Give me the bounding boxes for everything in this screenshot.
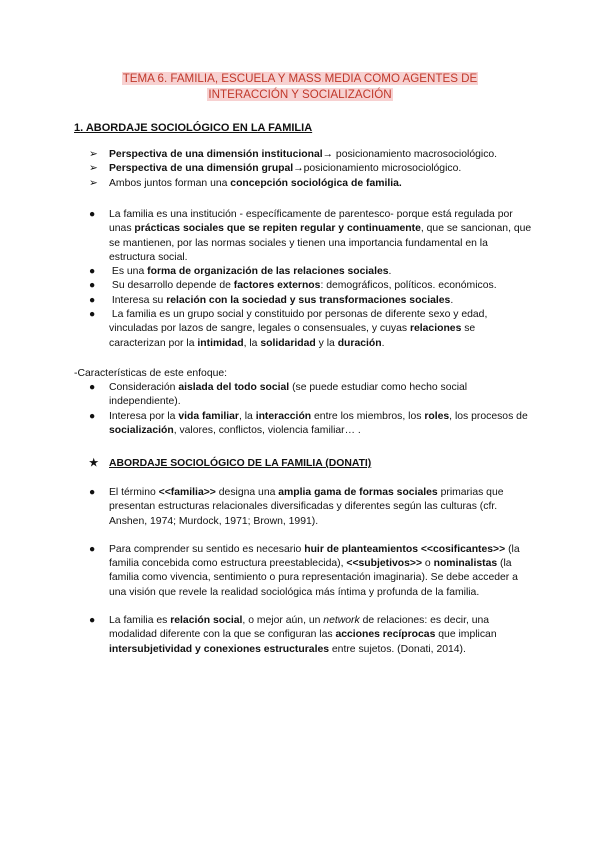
arrow-bullet-icon: ➢: [89, 177, 98, 189]
list-item: ● El término <<familia>> designa una amplia gama de formas sociales primarias que presentan estructuras relacionales diversificadas y diferentes según las culturas (cfr. Anshen, 1974; Murdock, 1971; Brown, 1991).: [89, 487, 504, 527]
features-list: [0, 381, 600, 438]
list-item: ➢ Perspectiva de una dimensión grupal→posicionamiento microsociológico.: [0, 162, 600, 176]
list-item: ● Su desarrollo depende de factores externos: demográficos, políticos. económicos.: [0, 279, 600, 293]
arrow-bullet-icon: ➢: [89, 163, 98, 175]
list-item: ● Interesa su relación con la sociedad y sus transformaciones sociales.: [0, 294, 600, 308]
section-heading: 1. ABORDAJE SOCIOLÓGICO EN LA FAMILIA: [74, 122, 313, 134]
dot-bullet-icon: ●: [89, 382, 96, 393]
dot-bullet-icon: ●: [89, 209, 96, 220]
list-item: ● Consideración aislada del todo social (se puede estudiar como hecho social independiente).: [89, 382, 468, 408]
list-item: ● La familia es relación social, o mejor aún, un network de relaciones: es decir, una modalidad diferente con la que se configuran las acciones recíprocas que implican intersubjetividad y conexiones estructurales entre sujetos. (Donati, 2014).: [89, 615, 497, 655]
dot-bullet-icon: ●: [89, 615, 96, 627]
title-line-2: INTERACCIÓN Y SOCIALIZACIÓN: [208, 88, 392, 101]
family-list: [0, 208, 600, 351]
dot-bullet-icon: ●: [89, 309, 96, 321]
star-icon: ★: [89, 458, 99, 469]
dot-bullet-icon: ●: [89, 266, 96, 278]
arrow-bullet-icon: ➢: [89, 149, 98, 160]
dot-bullet-icon: ●: [89, 294, 96, 306]
list-item: ➢ Ambos juntos forman una concepción sociológica de familia.: [0, 177, 600, 191]
donati-heading-text: ABORDAJE SOCIOLÓGICO DE LA FAMILIA (DONATI): [109, 458, 372, 469]
dot-bullet-icon: ●: [89, 280, 96, 292]
list-item: ● Interesa por la vida familiar, la interacción entre los miembros, los roles, los procesos de socialización, valores, conflictos, violencia familiar… .: [89, 410, 528, 436]
title-line-1: TEMA 6. FAMILIA, ESCUELA Y MASS MEDIA COMO AGENTES DE: [122, 72, 478, 85]
list-item: ➢ Perspectiva de una dimensión institucional→ posicionamiento macrosociológico.: [0, 148, 600, 162]
list-item: ● La familia es un grupo social y constituido por personas de diferente sexo y edad, vinculadas por lazos de sangre, legales o consensuales, y cuyas relaciones se caracterizan por la intimidad, la solidaridad y la duración.: [89, 309, 488, 349]
list-item: ● Es una forma de organización de las relaciones sociales.: [0, 265, 600, 279]
page-title: [0, 71, 600, 103]
arrow-list: [0, 148, 600, 191]
dot-bullet-icon: ●: [89, 487, 96, 498]
donati-heading: [89, 457, 371, 471]
donati-list: [0, 486, 600, 657]
features-intro: -Características de este enfoque:: [74, 368, 228, 379]
list-item: ● Para comprender su sentido es necesario huir de planteamientos <<cosificantes>> (la familia concebida como estructura preestablecida), <<subjetivos>> o nominalistas (la familia como vivencia, sentimiento o pura representación imaginaria). Se debe acceder a una visión que revele la realidad sociológica más íntima y profunda de la familia.: [89, 543, 520, 598]
list-item: ● La familia es una institución - específicamente de parentesco- porque está regulada por unas prácticas sociales que se repiten regular y continuamente, que se sancionan, que se mantienen, por las normas sociales y tienen una importancia fundamental en la estructura social.: [89, 209, 532, 263]
dot-bullet-icon: ●: [89, 410, 96, 422]
dot-bullet-icon: ●: [89, 543, 96, 555]
